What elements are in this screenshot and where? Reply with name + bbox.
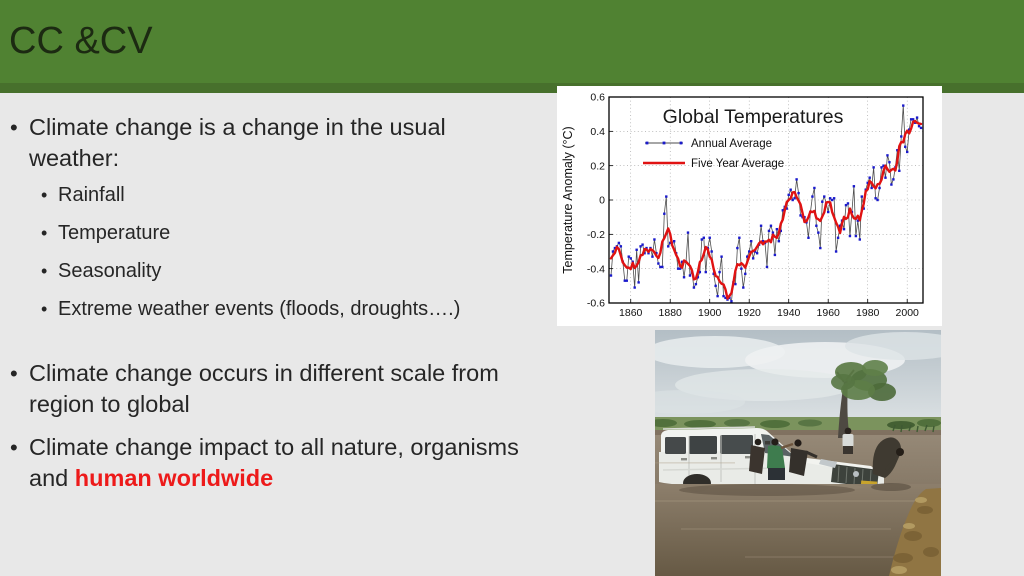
bullet-content <box>10 112 550 494</box>
svg-text:Five Year Average: Five Year Average <box>691 158 785 170</box>
bullet-item <box>41 256 550 286</box>
van-window <box>689 436 717 454</box>
svg-text:1940: 1940 <box>777 307 801 319</box>
bullet-text: Climate change is a change in the usual weather: <box>29 114 446 171</box>
svg-text:1860: 1860 <box>619 307 643 319</box>
bullet-item <box>10 432 550 494</box>
van-window <box>720 435 753 454</box>
bullet-item <box>10 358 550 420</box>
bullet-item <box>41 218 550 248</box>
van-mirror <box>765 441 770 445</box>
bullet-marker: • <box>41 299 48 319</box>
svg-text:1920: 1920 <box>737 307 761 319</box>
bullet-marker: • <box>10 435 18 460</box>
svg-text:1960: 1960 <box>816 307 840 319</box>
bullet-marker: • <box>41 223 48 243</box>
bullet-text: Climate change occurs in different scale from region to global <box>29 360 499 417</box>
svg-text:0.6: 0.6 <box>590 91 605 104</box>
bullet-text: Temperature <box>58 222 171 244</box>
global-temperatures-chart <box>557 86 942 326</box>
svg-text:1980: 1980 <box>856 307 880 319</box>
svg-text:2000: 2000 <box>895 307 919 319</box>
bullet-marker: • <box>41 261 48 281</box>
svg-text:-0.6: -0.6 <box>586 297 605 310</box>
chart-svg <box>557 86 942 326</box>
bullet-text: Seasonality <box>58 260 162 282</box>
svg-text:0.4: 0.4 <box>590 125 605 138</box>
svg-text:-0.2: -0.2 <box>586 228 605 241</box>
bullet-item <box>41 180 550 210</box>
bullet-marker: • <box>41 185 48 205</box>
bullet-text: Extreme weather events (floods, droughts….) <box>58 298 461 320</box>
slide-header-bar <box>0 0 1024 83</box>
svg-text:1900: 1900 <box>698 307 722 319</box>
svg-text:0.2: 0.2 <box>590 160 605 173</box>
highlight-text: human worldwide <box>74 465 274 491</box>
svg-text:0: 0 <box>599 194 605 207</box>
van-emblem <box>853 471 859 477</box>
bullet-text: Climate change impact to all nature, organisms and human worldwide <box>29 434 519 491</box>
slide-title: CC &CV <box>9 20 153 62</box>
svg-text:1880: 1880 <box>658 307 682 319</box>
y-axis-label: Temperature Anomaly (°C) <box>561 126 575 274</box>
bullet-item <box>41 294 550 324</box>
bullet-marker: • <box>10 115 18 140</box>
van-window <box>665 437 686 454</box>
svg-text:-0.4: -0.4 <box>586 263 605 276</box>
flood-photo <box>655 330 941 576</box>
chart-title: Global Temperatures <box>662 106 844 128</box>
bullet-text: Rainfall <box>58 184 125 206</box>
svg-text:Annual Average: Annual Average <box>691 138 772 150</box>
bullet-item <box>10 112 550 174</box>
photo-sky <box>655 330 941 432</box>
bullet-list <box>10 112 550 494</box>
flood-photo-svg <box>655 330 941 576</box>
bullet-marker: • <box>10 361 18 386</box>
